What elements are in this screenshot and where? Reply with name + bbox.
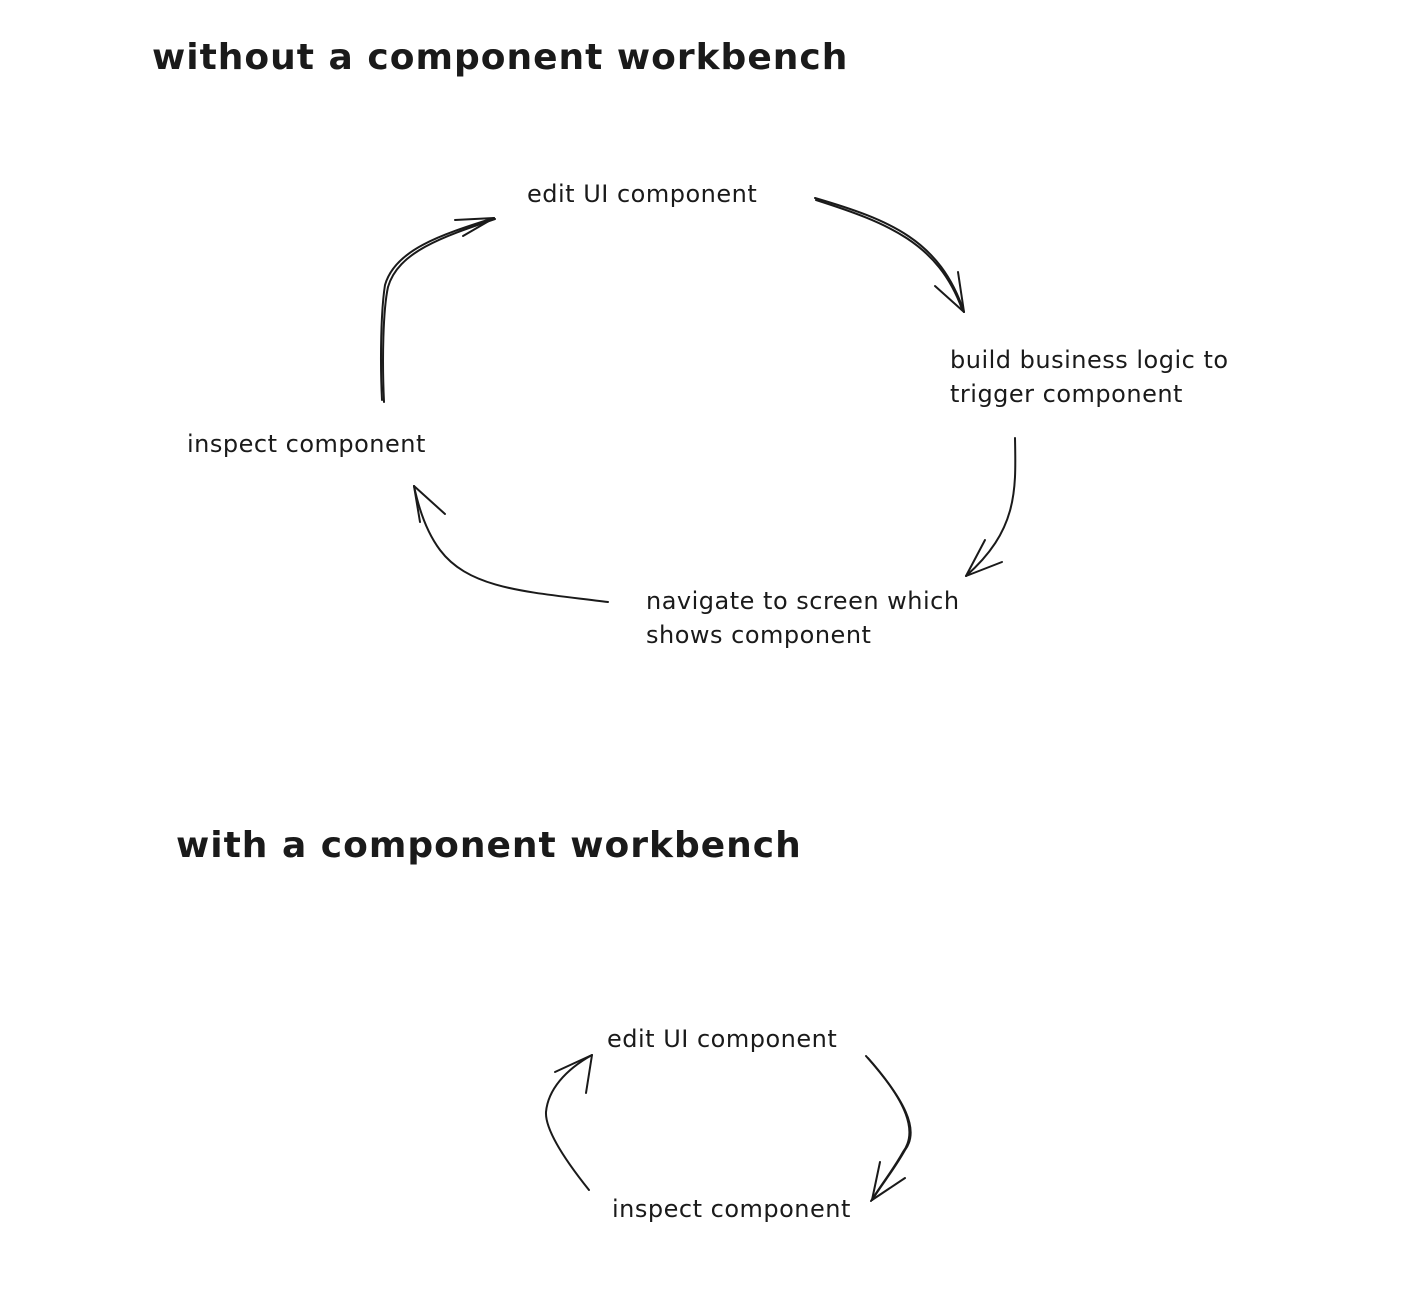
- arrow-build-to-navigate: [966, 438, 1015, 576]
- node-build-business-logic-line1: build business logic to: [950, 346, 1229, 374]
- node-build-business-logic-line2: trigger component: [950, 379, 1183, 408]
- arrow-edit-to-inspect-short: [866, 1056, 911, 1201]
- node-navigate-to-screen-line1: navigate to screen which: [646, 587, 960, 615]
- node-build-business-logic: [950, 344, 1229, 411]
- title-with-workbench: with a component workbench: [176, 825, 802, 866]
- arrow-edit-to-build: [815, 198, 964, 312]
- arrow-inspect-to-edit-short: [546, 1055, 592, 1190]
- node-edit-ui-component-short-loop: edit UI component: [607, 1025, 838, 1053]
- node-inspect-component: inspect component: [187, 430, 426, 458]
- arrow-inspect-to-edit: [381, 218, 495, 402]
- node-inspect-component-short-loop: inspect component: [612, 1195, 851, 1223]
- arrow-navigate-to-inspect: [414, 486, 608, 602]
- node-edit-ui-component: edit UI component: [527, 180, 758, 208]
- title-without-workbench: without a component workbench: [152, 37, 849, 78]
- node-navigate-to-screen-line2: shows component: [646, 620, 872, 649]
- node-navigate-to-screen: [646, 585, 960, 652]
